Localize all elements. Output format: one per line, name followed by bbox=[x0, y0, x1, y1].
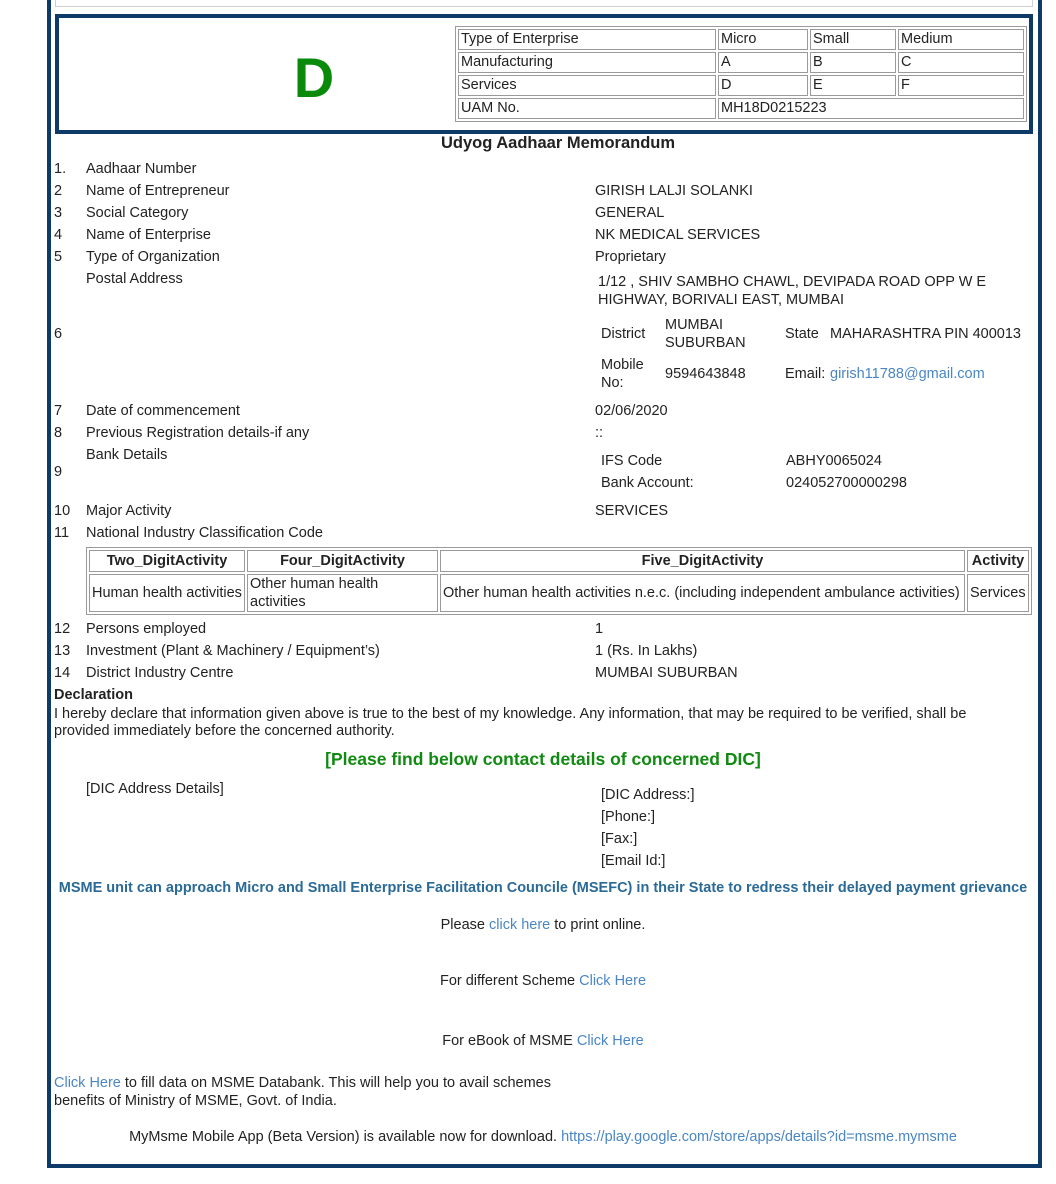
category-letter: D bbox=[293, 46, 335, 109]
databank-line bbox=[54, 1074, 551, 1092]
state-label: State bbox=[785, 326, 819, 342]
field-label: Name of Enterprise bbox=[86, 227, 211, 243]
app-line bbox=[0, 1129, 1056, 1145]
field-number: 1. bbox=[54, 161, 67, 177]
commencement-date: 02/06/2020 bbox=[595, 403, 668, 419]
field-label: Social Category bbox=[86, 205, 189, 221]
mobile-label-cont: No: bbox=[601, 375, 624, 391]
investment: 1 (Rs. In Lakhs) bbox=[595, 643, 698, 659]
print-link[interactable]: click here bbox=[489, 917, 551, 933]
table-cell: A bbox=[718, 52, 808, 73]
column-header: Activity bbox=[967, 550, 1029, 572]
table-header-row bbox=[89, 550, 1029, 572]
field-label: Bank Details bbox=[86, 447, 168, 463]
enterprise-name: NK MEDICAL SERVICES bbox=[595, 227, 761, 243]
uam-label: UAM No. bbox=[458, 98, 716, 119]
field-number: 13 bbox=[54, 643, 71, 659]
table-cell: Medium bbox=[898, 29, 1024, 50]
enterprise-type-table bbox=[455, 26, 1027, 122]
table-cell: Other human health activities n.e.c. (including independent ambulance activities) bbox=[440, 574, 965, 612]
app-download-link[interactable]: https://play.google.com/store/apps/details?id=msme.mymsme bbox=[561, 1129, 957, 1145]
field-label: District Industry Centre bbox=[86, 665, 234, 681]
ifs-code: ABHY0065024 bbox=[786, 453, 882, 469]
table-row bbox=[458, 98, 1024, 119]
databank-text: to fill data on MSME Databank. This will help you to avail schemes bbox=[120, 1075, 551, 1091]
ebook-link[interactable]: Click Here bbox=[576, 1033, 644, 1049]
field-number: 9 bbox=[54, 464, 63, 480]
table-cell: Other human health activities bbox=[247, 574, 438, 612]
msefc-notice: MSME unit can approach Micro and Small Enterprise Facilitation Councile (MSEFC) in their State to redress their delayed payment grievance bbox=[58, 880, 1028, 896]
table-cell: F bbox=[898, 75, 1024, 96]
databank-link[interactable]: Click Here bbox=[54, 1075, 121, 1091]
field-label: Persons employed bbox=[86, 621, 207, 637]
field-number: 12 bbox=[54, 621, 71, 637]
dic-heading: [Please find below contact details of concerned DIC] bbox=[325, 749, 761, 769]
column-header: Two_DigitActivity bbox=[89, 550, 245, 572]
column-header: Four_DigitActivity bbox=[247, 550, 438, 572]
district-line-1: MUMBAI bbox=[665, 317, 723, 333]
print-prefix: Please bbox=[440, 917, 489, 933]
field-number: 6 bbox=[54, 326, 63, 342]
mobile-number: 9594643848 bbox=[665, 366, 746, 382]
print-suffix: to print online. bbox=[550, 917, 646, 933]
state-value: MAHARASHTRA PIN 400013 bbox=[830, 326, 1021, 342]
databank-text-2: benefits of Ministry of MSME, Govt. of India. bbox=[54, 1093, 337, 1109]
declaration-text-1: I hereby declare that information given above is true to the best of my knowledge. Any information, that may be required to be verified, shall be bbox=[54, 706, 967, 722]
table-cell: C bbox=[898, 52, 1024, 73]
declaration-heading: Declaration bbox=[54, 687, 133, 703]
dic-fax: [Fax:] bbox=[601, 831, 638, 847]
table-row bbox=[458, 29, 1024, 50]
table-cell: B bbox=[810, 52, 896, 73]
scheme-prefix: For different Scheme bbox=[439, 973, 580, 989]
address-line-1: 1/12 , SHIV SAMBHO CHAWL, DEVIPADA ROAD OPP W E bbox=[598, 274, 987, 290]
social-category: GENERAL bbox=[595, 205, 665, 221]
district-label: District bbox=[601, 326, 646, 342]
previous-registration: :: bbox=[595, 425, 604, 441]
table-cell: E bbox=[810, 75, 896, 96]
district-industry-centre: MUMBAI SUBURBAN bbox=[595, 665, 738, 681]
account-number: 024052700000298 bbox=[786, 475, 907, 491]
account-label: Bank Account: bbox=[601, 475, 694, 491]
dic-address: [DIC Address:] bbox=[601, 787, 695, 803]
field-number: 3 bbox=[54, 205, 63, 221]
table-cell: Human health activities bbox=[89, 574, 245, 612]
field-label: Major Activity bbox=[86, 503, 172, 519]
ebook-line bbox=[0, 1033, 1056, 1049]
address-line-2: HIGHWAY, BORIVALI EAST, MUMBAI bbox=[598, 292, 845, 308]
column-header: Five_DigitActivity bbox=[440, 550, 965, 572]
field-number: 5 bbox=[54, 249, 63, 265]
mobile-label: Mobile bbox=[601, 357, 644, 373]
field-number: 11 bbox=[54, 525, 70, 541]
field-number: 7 bbox=[54, 403, 63, 419]
dic-phone: [Phone:] bbox=[601, 809, 656, 825]
uam-number: MH18D0215223 bbox=[718, 98, 1024, 119]
field-number: 2 bbox=[54, 183, 63, 199]
table-cell: Services bbox=[967, 574, 1029, 612]
page-title: Udyog Aadhaar Memorandum bbox=[440, 134, 676, 152]
ifs-label: IFS Code bbox=[601, 453, 663, 469]
table-cell: Manufacturing bbox=[458, 52, 716, 73]
entrepreneur-name: GIRISH LALJI SOLANKI bbox=[595, 183, 753, 199]
print-line bbox=[0, 917, 1056, 933]
dic-email: [Email Id:] bbox=[601, 853, 666, 869]
field-number: 4 bbox=[54, 227, 63, 243]
declaration-text-2: provided immediately before the concerned authority. bbox=[54, 723, 395, 739]
table-cell: D bbox=[718, 75, 808, 96]
ebook-prefix: For eBook of MSME bbox=[442, 1033, 577, 1049]
scheme-link[interactable]: Click Here bbox=[579, 973, 647, 989]
field-label: Investment (Plant & Machinery / Equipment’s) bbox=[86, 643, 380, 659]
field-number: 14 bbox=[54, 665, 71, 681]
header-box bbox=[55, 14, 1033, 134]
major-activity: SERVICES bbox=[595, 503, 669, 519]
table-row bbox=[89, 574, 1029, 612]
table-cell: Type of Enterprise bbox=[458, 29, 716, 50]
field-label: Date of commencement bbox=[86, 403, 240, 419]
table-row bbox=[458, 52, 1024, 73]
organization-type: Proprietary bbox=[595, 249, 666, 265]
persons-employed: 1 bbox=[595, 621, 604, 637]
table-cell: Small bbox=[810, 29, 896, 50]
table-row bbox=[458, 75, 1024, 96]
nic-code-table bbox=[86, 547, 1032, 615]
district-line-2: SUBURBAN bbox=[665, 335, 746, 351]
field-label: Postal Address bbox=[86, 271, 183, 287]
email-label: Email: bbox=[785, 366, 826, 382]
app-text: MyMsme Mobile App (Beta Version) is available now for download. bbox=[129, 1129, 562, 1145]
field-label: National Industry Classification Code bbox=[86, 525, 323, 541]
field-number: 10 bbox=[54, 503, 71, 519]
field-label: Name of Entrepreneur bbox=[86, 183, 230, 199]
email-link[interactable]: girish11788@gmail.com bbox=[830, 366, 985, 382]
field-label: Aadhaar Number bbox=[86, 161, 197, 177]
table-cell: Services bbox=[458, 75, 716, 96]
field-number: 8 bbox=[54, 425, 63, 441]
field-label: Type of Organization bbox=[86, 249, 220, 265]
dic-address-details-label: [DIC Address Details] bbox=[86, 781, 224, 797]
table-cell: Micro bbox=[718, 29, 808, 50]
field-label: Previous Registration details-if any bbox=[86, 425, 310, 441]
scheme-line bbox=[0, 973, 1056, 989]
